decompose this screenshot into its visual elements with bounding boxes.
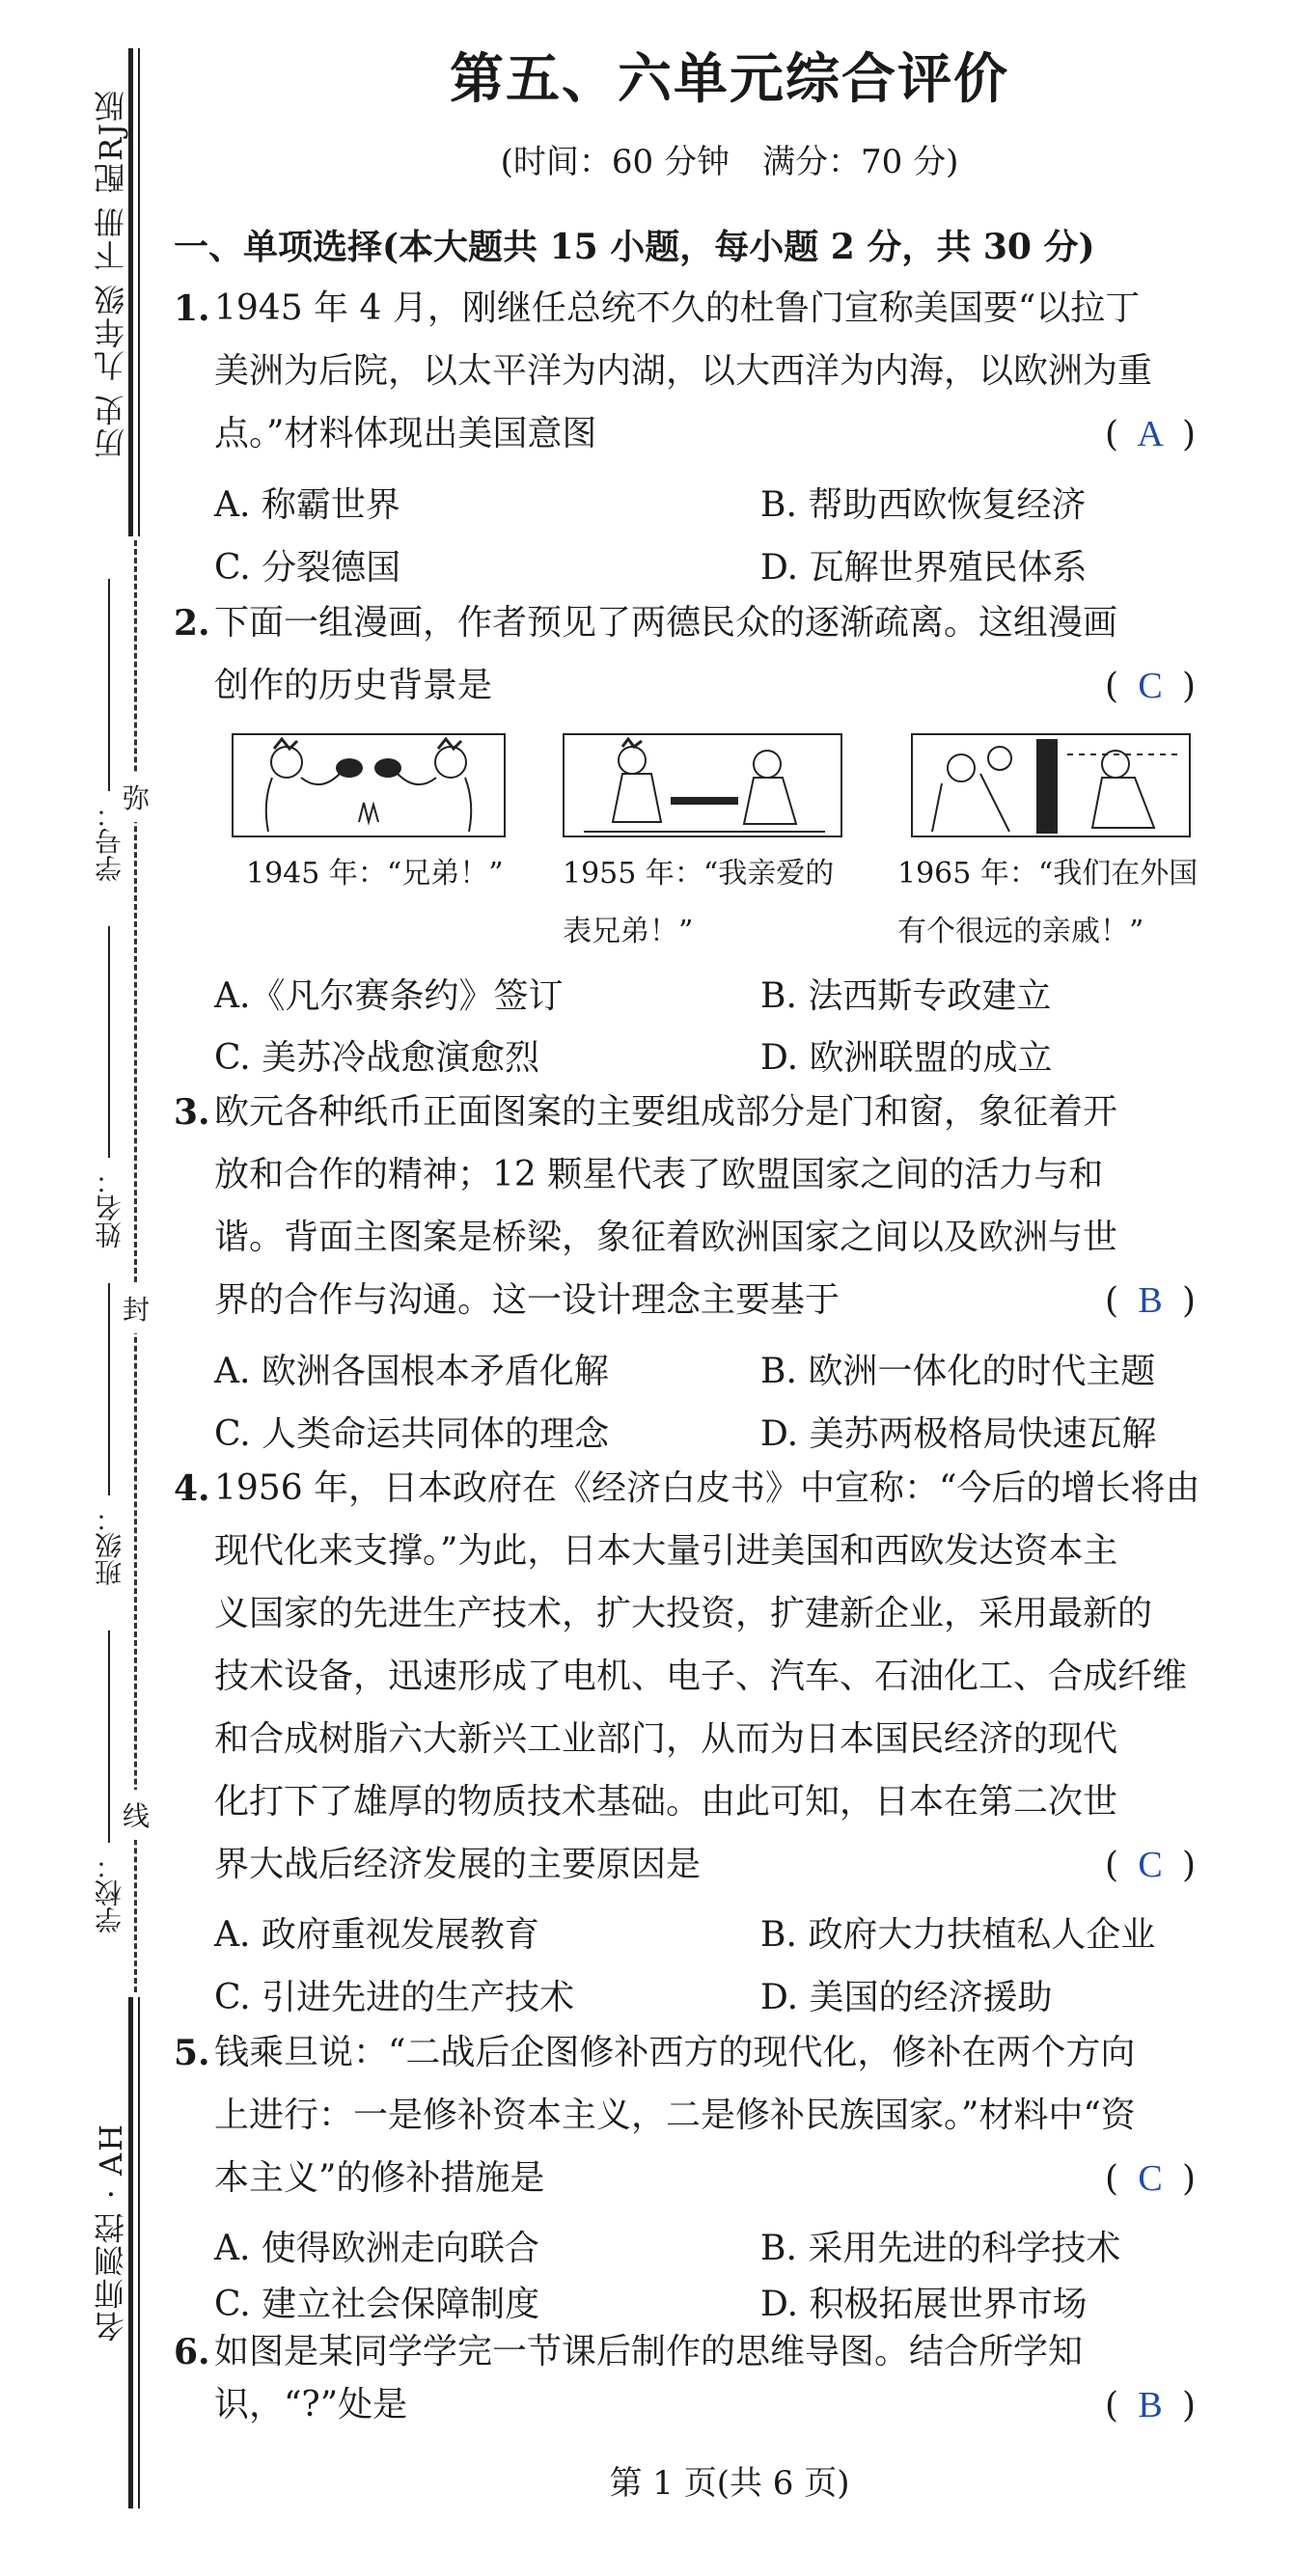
question-3-answer: B (1138, 1280, 1163, 1321)
question-2-line-1: 下面一组漫画，作者预见了两德民众的逐渐疏离。这组漫画 (214, 603, 1118, 643)
cartoon-1965 (911, 733, 1191, 837)
question-4-option-a[interactable]: A. 政府重视发展教育 (214, 1915, 539, 1955)
class-blank[interactable] (108, 1283, 110, 1495)
question-6-answer: B (1138, 2385, 1163, 2425)
question-4-line-5: 和合成树脂六大新兴工业部门，从而为日本国民经济的现代 (214, 1719, 1118, 1759)
margin-rule (138, 48, 140, 536)
question-3-option-b[interactable]: B. 欧洲一体化的时代主题 (760, 1352, 1156, 1391)
brand-label: 名师测控 · AH (93, 2123, 129, 2343)
question-2-option-c[interactable]: C. 美苏冷战愈演愈烈 (214, 1038, 540, 1078)
cartoon-1945-drawing (234, 735, 504, 836)
question-3-number: 3. (174, 1092, 210, 1133)
seal-char-mi: 弥 (123, 772, 150, 822)
question-3-line-4: 界的合作与沟通。这一设计理念主要基于 (214, 1280, 840, 1320)
question-2-answer: C (1138, 666, 1163, 706)
question-1-line-1: 1945 年 4 月，刚继任总统不久的杜鲁门宣称美国要“以拉丁 (214, 288, 1141, 328)
cartoon-caption-1955-line-1: 1955 年：“我亲爱的 (563, 857, 835, 891)
question-4-line-4: 技术设备，迅速形成了电机、电子、汽车、石油化工、合成纤维 (214, 1657, 1188, 1696)
question-3-option-d[interactable]: D. 美苏两极格局快速瓦解 (760, 1414, 1157, 1454)
cartoon-caption-1965-line-1: 1965 年：“我们在外国 (897, 857, 1199, 891)
question-5-number: 5. (174, 2033, 210, 2073)
question-1-option-c[interactable]: C. 分裂德国 (214, 548, 401, 588)
margin-rule (138, 1997, 140, 2508)
question-2-option-d[interactable]: D. 欧洲联盟的成立 (760, 1038, 1053, 1078)
edition-label: 历史 九年级 下册 配RJ版 (93, 89, 129, 459)
binding-margin (0, 0, 164, 2576)
question-4-line-2: 现代化来支撑。”为此，日本大量引进美国和西欧发达资本主 (214, 1531, 1118, 1571)
question-6-number: 6. (174, 2332, 210, 2372)
question-2-option-b[interactable]: B. 法西斯专政建立 (760, 976, 1052, 1016)
cartoon-caption-1965-line-2: 有个很远的亲戚！” (897, 915, 1144, 948)
question-1-line-2: 美洲为后院，以太平洋为内湖，以大西洋为内海，以欧洲为重 (214, 351, 1153, 391)
question-2-option-a[interactable]: A.《凡尔赛条约》签订 (214, 976, 564, 1016)
page-number: 第 1 页(共 6 页) (609, 2464, 850, 2503)
question-5-line-1: 钱乘旦说：“二战后企图修补西方的现代化，修补在两个方向 (214, 2033, 1136, 2072)
question-4-option-d[interactable]: D. 美国的经济援助 (760, 1978, 1053, 2017)
school-blank[interactable] (108, 1631, 110, 1843)
question-4-answer: C (1138, 1845, 1163, 1885)
question-1-number: 1. (174, 288, 210, 329)
question-1-answer: A (1137, 414, 1164, 454)
question-1-line-3: 点。”材料体现出美国意图 (214, 414, 597, 453)
question-2-answer-box[interactable]: ( C ) (1105, 666, 1197, 706)
question-4-answer-box[interactable]: ( C ) (1105, 1845, 1197, 1885)
question-5-answer: C (1138, 2158, 1163, 2199)
question-5-option-d[interactable]: D. 积极拓展世界市场 (760, 2285, 1088, 2324)
student-id-label: 学号： (94, 801, 125, 882)
seal-char-feng: 封 (123, 1283, 150, 1333)
question-6-line-2: 识，“?”处是 (214, 2385, 408, 2425)
question-4-number: 4. (174, 1468, 210, 1509)
cartoon-caption-1955-line-2: 表兄弟！” (563, 915, 694, 948)
question-4-line-7: 界大战后经济发展的主要原因是 (214, 1845, 702, 1884)
question-6-line-1: 如图是某同学学完一节课后制作的思维导图。结合所学知 (214, 2332, 1084, 2371)
question-4-option-c[interactable]: C. 引进先进的生产技术 (214, 1978, 575, 2017)
question-5-answer-box[interactable]: ( C ) (1105, 2158, 1197, 2199)
question-3-option-a[interactable]: A. 欧洲各国根本矛盾化解 (214, 1352, 609, 1391)
question-5-option-c[interactable]: C. 建立社会保障制度 (214, 2285, 540, 2324)
question-3-line-3: 谐。背面主图案是桥梁，象征着欧洲国家之间以及欧洲与世 (214, 1218, 1118, 1257)
school-label: 学校： (94, 1852, 125, 1933)
question-3-answer-box[interactable]: ( B ) (1105, 1280, 1197, 1321)
question-2-line-2: 创作的历史背景是 (214, 666, 493, 705)
question-1-option-d[interactable]: D. 瓦解世界殖民体系 (760, 548, 1088, 588)
page-subtitle: (时间：60 分钟 满分：70 分) (500, 143, 959, 181)
page-title: 第五、六单元综合评价 (450, 47, 1009, 111)
cartoon-caption-1945: 1945 年：“兄弟！” (246, 857, 504, 891)
question-2-number: 2. (174, 603, 210, 644)
question-1-answer-box[interactable]: ( A ) (1105, 414, 1197, 454)
name-blank[interactable] (108, 926, 110, 1158)
section-title: 一、单项选择(本大题共 15 小题，每小题 2 分，共 30 分) (174, 227, 1095, 267)
class-label: 班级： (94, 1505, 125, 1586)
question-3-line-1: 欧元各种纸币正面图案的主要组成部分是门和窗，象征着开 (214, 1092, 1118, 1132)
question-5-option-a[interactable]: A. 使得欧洲走向联合 (214, 2229, 539, 2268)
cartoon-1955-drawing (565, 735, 840, 836)
seal-char-xian: 线 (123, 1790, 150, 1840)
question-4-option-b[interactable]: B. 政府大力扶植私人企业 (760, 1915, 1156, 1955)
question-4-line-1: 1956 年，日本政府在《经济白皮书》中宣称：“今后的增长将由 (214, 1468, 1200, 1508)
cartoon-1955 (563, 733, 842, 837)
question-5-line-3: 本主义”的修补措施是 (214, 2158, 545, 2198)
question-1-option-b[interactable]: B. 帮助西欧恢复经济 (760, 485, 1087, 525)
question-6-answer-box[interactable]: ( B ) (1105, 2385, 1197, 2425)
name-label: 姓名： (94, 1167, 125, 1248)
cartoon-1945 (232, 733, 506, 837)
seal-dashed-line (134, 540, 137, 1992)
question-3-option-c[interactable]: C. 人类命运共同体的理念 (214, 1414, 610, 1454)
cartoon-1965-drawing (913, 735, 1189, 836)
question-5-option-b[interactable]: B. 采用先进的科学技术 (760, 2229, 1121, 2268)
question-3-line-2: 放和合作的精神；12 颗星代表了欧盟国家之间的活力与和 (214, 1155, 1104, 1194)
question-4-line-6: 化打下了雄厚的物质技术基础。由此可知，日本在第二次世 (214, 1782, 1118, 1822)
question-1-option-a[interactable]: A. 称霸世界 (214, 485, 400, 525)
question-4-line-3: 义国家的先进生产技术，扩大投资，扩建新企业，采用最新的 (214, 1594, 1153, 1633)
question-5-line-2: 上进行：一是修补资本主义，二是修补民族国家。”材料中“资 (214, 2096, 1136, 2135)
student-id-blank[interactable] (108, 579, 110, 791)
